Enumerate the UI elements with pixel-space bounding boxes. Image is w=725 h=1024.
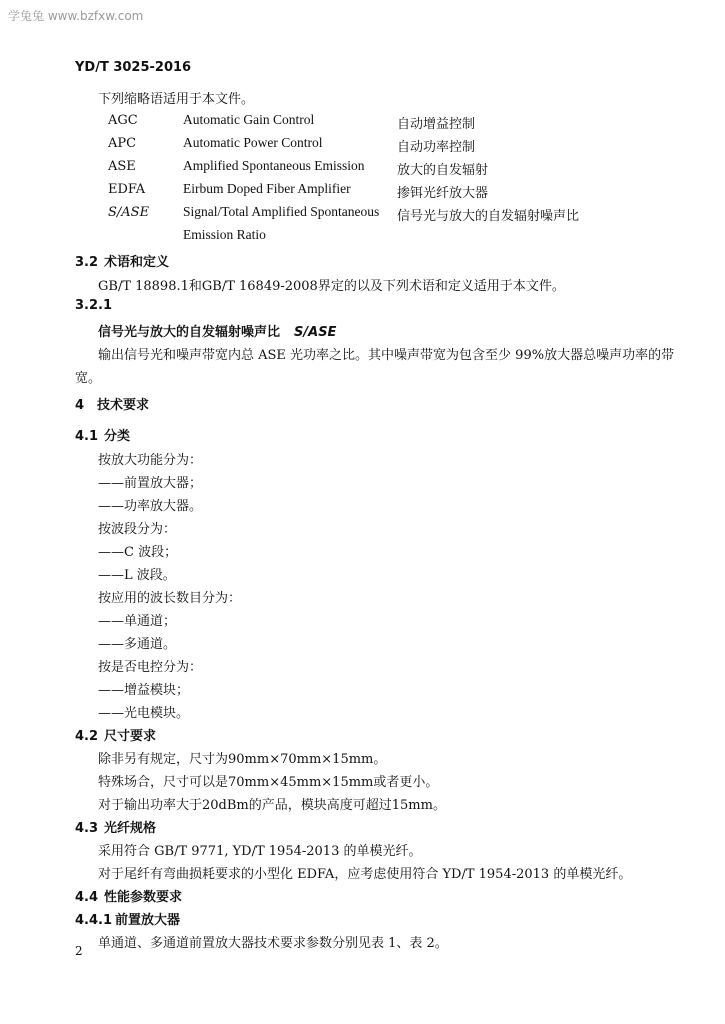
abbr-english: Amplified Spontaneous Emission <box>183 158 365 173</box>
list-item: 按波段分为： <box>98 522 177 537</box>
size-requirement: 除非另有规定，尺寸为90mm×70mm×15mm。 <box>98 752 387 767</box>
list-item: 按应用的波长数目分为： <box>98 591 242 606</box>
list-item: ——增益模块； <box>98 683 190 698</box>
section-title: 光纤规格 <box>104 821 157 836</box>
fiber-requirement: 对于尾纤有弯曲损耗要求的小型化 EDFA，应考虑使用符合 YD/T 1954-2013 的单模光纤。 <box>98 867 632 882</box>
abbr-term: EDFA <box>108 182 146 197</box>
section-heading-4-4 <box>75 886 182 905</box>
term-name: 信号光与放大的自发辐射噪声比 <box>98 325 281 340</box>
section-number: 4.1 <box>75 429 99 444</box>
section-heading-4-1 <box>75 425 130 444</box>
abbr-english: Automatic Gain Control <box>183 112 315 127</box>
section-number: 4.2 <box>75 729 99 744</box>
section-paragraph: 单通道、多通道前置放大器技术要求参数分别见表 1、表 2。 <box>98 936 448 951</box>
term-definition: 输出信号光和噪声带宽内总 ASE 光功率之比。其中噪声带宽为包含至少 99%放大器总噪声功率的带 <box>98 348 675 363</box>
section-heading-3-2-1: 3.2.1 <box>75 298 113 313</box>
watermark: 学兔兔 www.bzfxw.com <box>8 9 144 23</box>
section-number: 4 <box>75 398 85 413</box>
term-heading <box>98 321 336 340</box>
section-title: 性能参数要求 <box>104 890 183 905</box>
section-title: 尺寸要求 <box>104 729 157 744</box>
section-number: 4.3 <box>75 821 99 836</box>
size-requirement: 特殊场合，尺寸可以是70mm×45mm×15mm或者更小。 <box>98 775 439 790</box>
abbr-term: APC <box>108 136 137 151</box>
section-title: 技术要求 <box>97 398 150 413</box>
section-title: 分类 <box>104 429 131 444</box>
section-heading-3-2 <box>75 251 169 270</box>
size-requirement: 对于输出功率大于20dBm的产品，模块高度可超过15mm。 <box>98 798 446 813</box>
abbr-term: AGC <box>108 113 138 128</box>
abbr-chinese: 放大的自发辐射 <box>397 163 489 178</box>
page-number: 2 <box>75 944 83 958</box>
term-abbreviation: S/ASE <box>294 325 337 340</box>
list-item: ——多通道。 <box>98 637 177 652</box>
abbr-chinese: 自动功率控制 <box>397 140 476 155</box>
list-item: ——C 波段； <box>98 545 178 560</box>
abbr-chinese: 掺铒光纤放大器 <box>397 186 489 201</box>
section-heading-4-3 <box>75 817 156 836</box>
section-heading-4-2 <box>75 725 156 744</box>
list-item: ——单通道； <box>98 614 177 629</box>
list-item: ——功率放大器。 <box>98 499 203 514</box>
abbr-english-continuation: Emission Ratio <box>183 227 266 242</box>
list-item: 按是否电控分为： <box>98 660 203 675</box>
section-title: 前置放大器 <box>115 913 181 928</box>
list-item: 按放大功能分为： <box>98 453 203 468</box>
fiber-requirement: 采用符合 GB/T 9771, YD/T 1954-2013 的单模光纤。 <box>98 844 422 859</box>
abbr-term: ASE <box>108 159 136 174</box>
abbreviation-intro: 下列缩略语适用于本文件。 <box>98 92 255 107</box>
section-paragraph: GB/T 18898.1和GB/T 16849-2008界定的以及下列术语和定义适用于本文件。 <box>98 279 565 294</box>
abbr-english: Signal/Total Amplified Spontaneous <box>183 204 380 219</box>
abbr-term: S/ASE <box>108 205 150 220</box>
list-item: ——前置放大器； <box>98 476 203 491</box>
list-item: ——光电模块。 <box>98 706 190 721</box>
list-item: ——L 波段。 <box>98 568 176 583</box>
abbr-english: Automatic Power Control <box>183 135 323 150</box>
document-header: YD/T 3025-2016 <box>75 60 192 75</box>
section-heading-4-4-1 <box>75 909 180 928</box>
section-number: 4.4.1 <box>75 913 113 928</box>
abbr-chinese: 自动增益控制 <box>397 117 476 132</box>
section-number: 4.4 <box>75 890 99 905</box>
abbr-english: Eirbum Doped Fiber Amplifier <box>183 181 351 196</box>
abbr-chinese: 信号光与放大的自发辐射噪声比 <box>397 209 580 224</box>
term-definition-continuation: 宽。 <box>75 371 102 386</box>
section-title: 术语和定义 <box>104 255 170 270</box>
section-number: 3.2 <box>75 255 99 270</box>
section-heading-4 <box>75 394 149 413</box>
